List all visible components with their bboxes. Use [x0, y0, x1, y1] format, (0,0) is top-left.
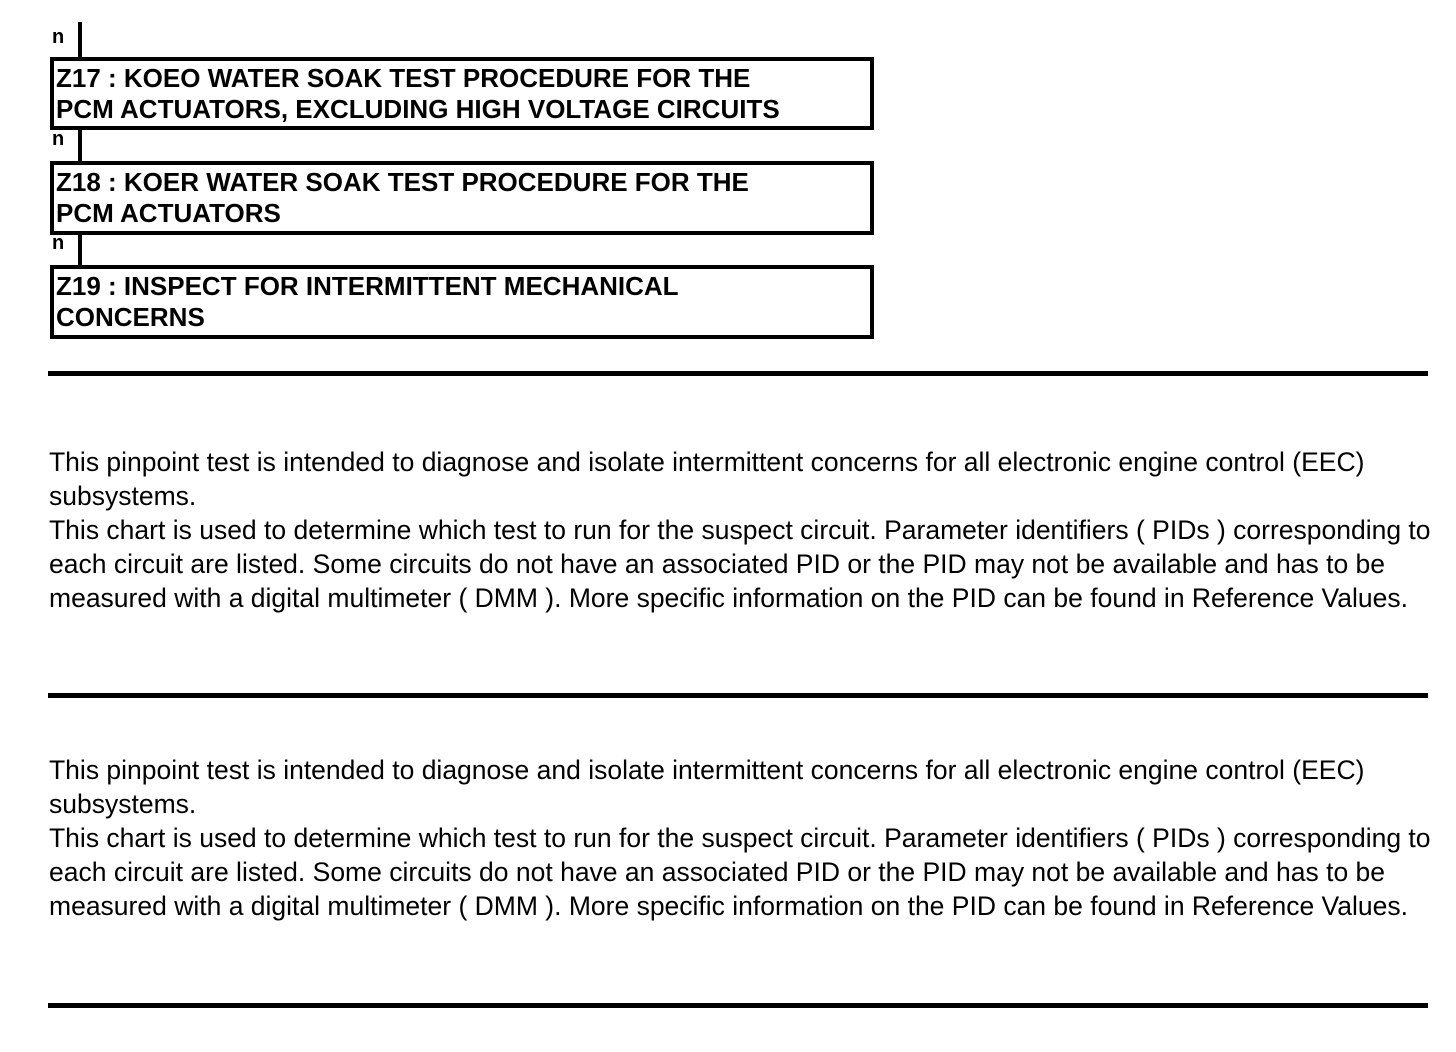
- paragraph-text: This chart is used to determine which test to run for the suspect circuit. Parameter identifiers ( PIDs ) corresponding to each circuit are listed. Some circuits do not have an associated PID or the PID may not be available and has to be measured with a digital multimeter ( DMM ). More specific information on the PID can be found in: [49, 515, 1431, 613]
- section-divider: [48, 1003, 1428, 1008]
- step-box-z18[interactable]: [50, 161, 874, 235]
- flow-connector-top: [78, 22, 82, 58]
- flow-connector: [78, 127, 82, 162]
- flow-connector: [78, 231, 82, 266]
- paragraph-end: .: [1400, 583, 1408, 613]
- intro-paragraph: This pinpoint test is intended to diagnose and isolate intermittent concerns for all electronic engine control (EEC) subsystems.: [49, 755, 1365, 819]
- intro-section: [49, 753, 1439, 923]
- step-text-line: Z18 : KOER WATER SOAK TEST PROCEDURE FOR THE: [56, 167, 749, 197]
- intro-section: [49, 445, 1439, 615]
- chart-description-paragraph: [49, 513, 1439, 615]
- step-text-line: CONCERNS: [56, 302, 205, 332]
- step-text-line: PCM ACTUATORS: [56, 198, 281, 228]
- chart-description-paragraph: [49, 821, 1439, 923]
- connector-label-no: n: [52, 128, 65, 150]
- reference-values-link[interactable]: Reference Values: [1191, 583, 1401, 613]
- step-text-line: Z17 : KOEO WATER SOAK TEST PROCEDURE FOR THE: [56, 63, 751, 93]
- intro-paragraph: This pinpoint test is intended to diagnose and isolate intermittent concerns for all electronic engine control (EEC) subsystems.: [49, 447, 1365, 511]
- step-text-line: Z19 : INSPECT FOR INTERMITTENT MECHANICAL: [56, 271, 679, 301]
- section-divider: [48, 371, 1428, 376]
- paragraph-text: This chart is used to determine which test to run for the suspect circuit. Parameter identifiers ( PIDs ) corresponding to each circuit are listed. Some circuits do not have an associated PID or the PID may not be available and has to be measured with a digital multimeter ( DMM ). More specific information on the PID can be found in: [49, 823, 1431, 921]
- step-box-z17[interactable]: [50, 57, 874, 130]
- connector-label-no: n: [52, 26, 65, 48]
- paragraph-end: .: [1400, 891, 1408, 921]
- reference-values-link[interactable]: Reference Values: [1191, 891, 1401, 921]
- step-text-line: PCM ACTUATORS, EXCLUDING HIGH VOLTAGE CIRCUITS: [56, 94, 780, 124]
- section-divider: [48, 693, 1428, 698]
- connector-label-no: n: [52, 232, 65, 254]
- step-box-z19[interactable]: [50, 265, 874, 339]
